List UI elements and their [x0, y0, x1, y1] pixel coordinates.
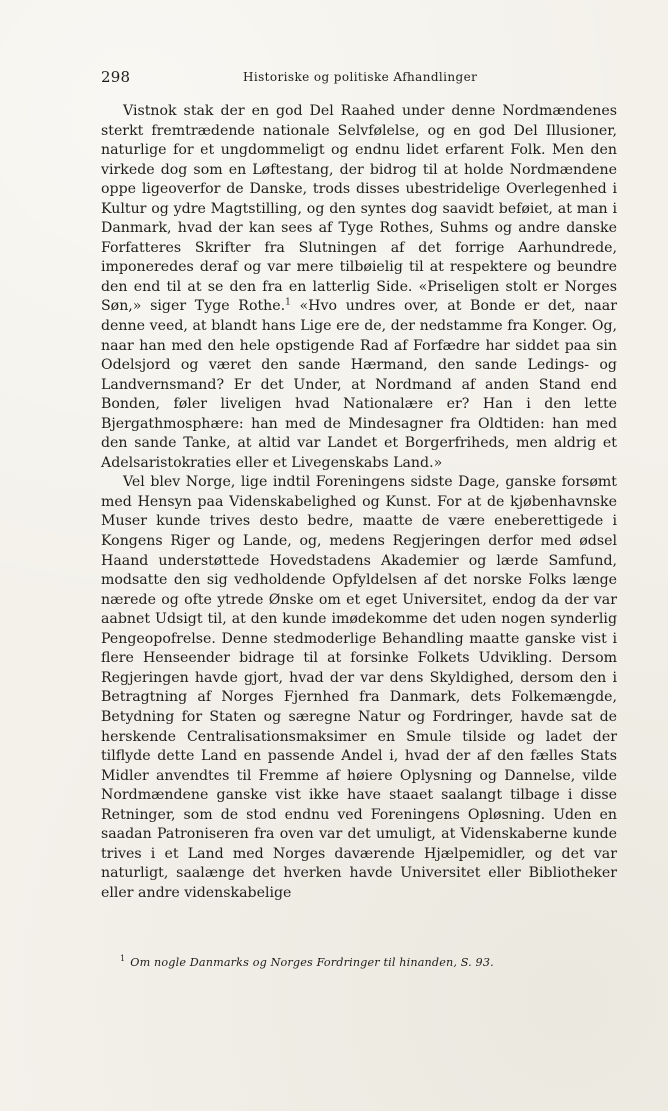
footnote	[120, 956, 617, 970]
footnote-reference: 1	[285, 297, 291, 308]
page-header	[101, 68, 617, 90]
footnote-text: Om nogle Danmarks og Norges Fordringer til hinanden, S. 93.	[130, 956, 494, 969]
paragraph-2: Vel blev Norge, lige indtil Foreningens sidste Dage, ganske forsømt med Hensyn paa Videnskabelighed og Kunst. For at de kjøbenhavnske Muser kunde trives desto bedre, maatte de være eneberettigede i Kongens Riger og Lande, og, medens Regjeringen derfor med ødsel Haand understøttede Hovedstadens Akademier og lærde Samfund, modsatte den sig vedholdende Opfyldelsen af det norske Folks længe nærede og ofte ytrede Ønske om et eget Universitet, endog da der var aabnet Udsigt til, at den kunde imødekomme det uden nogen synderlig Pengeopofrelse. Denne stedmoderlige Behandling maatte ganske vist i flere Henseender bidrage til at forsinke Folkets Udvikling. Dersom Regjeringen havde gjort, hvad der var dens Skyldighed, dersom den i Betragtning af Norges Fjernhed fra Danmark, dets Folkemængde, Betydning for Staten og særegne Natur og Fordringer, havde sat de herskende Centralisationsmaksimer en Smule tilside og ladet der tilflyde dette Land en passende Andel i, hvad der af den fælles Stats Midler anvendtes til Fremme af høiere Oplysning og Dannelse, vilde Nordmændene ganske vist ikke have staaet saalangt tilbage i disse Retninger, som de stod endnu ved Foreningens Opløsning. Uden en saadan Patroniseren fra oven var det umuligt, at Videnskaberne kunde trives i et Land med Norges daværende Hjælpemidler, og det var naturligt, saalænge det hverken havde Universitet eller Bibliotheker eller andre videnskabelige	[101, 474, 617, 901]
running-title: Historiske og politiske Afhandlinger	[243, 70, 478, 84]
page-number: 298	[101, 68, 131, 86]
footnote-marker: 1	[120, 954, 126, 964]
paragraph-1-text-a: Vistnok stak der en god Del Raahed under denne Nordmændenes sterkt fremtrædende nationale Selvfølelse, og en god Del Illusioner, naturlige for et ungdommeligt og endnu lidet erfarent Folk. Men den virkede dog som en Løftestang, der bidrog til at holde Nordmændene oppe ligeoverfor de Danske, trods disses ubestridelige Overlegenhed i Kultur og ydre Magtstilling, og den syntes dog saavidt beføiet, at man i Danmark, hvad der kan sees af Tyge Rothes, Suhms og andre danske Forfatteres Skrifter fra Slutningen af det forrige Aarhundrede, imponeredes deraf og var mere tilbøielig til at respektere og beundre den end til at se den fra en latterlig Side. «Priseligen stolt er Norges Søn,» siger Tyge Rothe.	[101, 103, 617, 315]
main-text	[101, 102, 617, 903]
paragraph-1-text-b: «Hvo undres over, at Bonde er det, naar denne veed, at blandt hans Lige ere de, der nedstamme fra Konger. Og, naar han med den hele opstigende Rad af Forfædre har siddet paa sin Odelsjord og været den sande Hærmand, den sande Ledings- og Landvernsmand? Er det Under, at Nordmand af anden Stand end Bonden, føler liveligen hvad Nationalære er? Han i den lette Bjergathmosphære: han med de Mindesagner fra Oldtiden: han med den sande Tanke, at altid var Landet et Borgerfriheds, men aldrig et Adelsaristokraties eller et Livegenskabs Land.»	[101, 298, 617, 471]
paragraph-1	[101, 102, 617, 473]
